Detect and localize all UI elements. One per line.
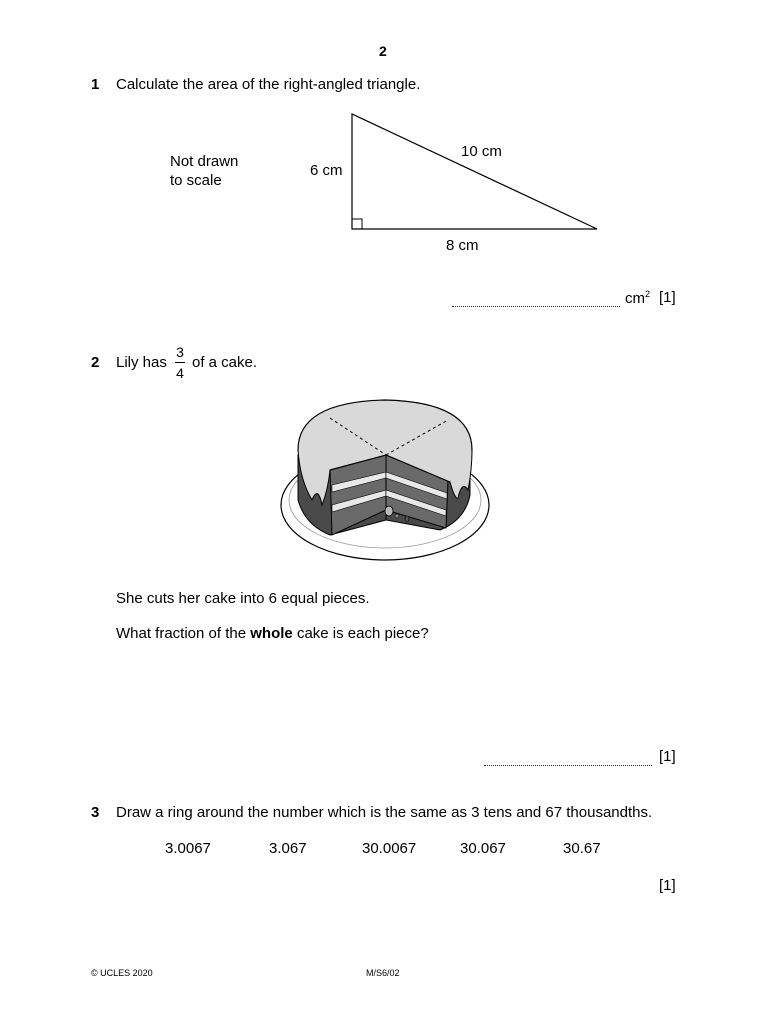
q3-option-3[interactable]: 30.0067 <box>362 840 417 857</box>
question-2-bold-word: whole <box>250 625 293 642</box>
q3-option-4[interactable]: 30.067 <box>460 840 506 857</box>
side-label-vertical: 6 cm <box>310 162 343 179</box>
page-number: 2 <box>379 43 387 59</box>
side-label-base: 8 cm <box>446 237 479 254</box>
q1-marks: [1] <box>659 289 676 306</box>
q2-marks: [1] <box>659 748 676 765</box>
question-2-question: What fraction of the whole cake is each piece? <box>116 625 429 642</box>
footer-code: M/S6/02 <box>366 968 400 978</box>
question-1-prompt: Calculate the area of the right-angled triangle. <box>116 76 421 93</box>
q3-marks: [1] <box>659 877 676 894</box>
cake-crumb-3 <box>405 516 409 522</box>
question-3-number: 3 <box>91 804 100 821</box>
fraction-denominator: 4 <box>176 365 184 381</box>
question-3-prompt: Draw a ring around the number which is the same as 3 tens and 67 thousandths. <box>116 804 653 821</box>
question-2-number: 2 <box>91 354 100 371</box>
not-to-scale-line-2: to scale <box>170 172 222 189</box>
q3-option-1[interactable]: 3.0067 <box>165 840 211 857</box>
side-label-hypotenuse: 10 cm <box>461 143 502 160</box>
q2-answer-line[interactable] <box>484 765 652 766</box>
q3-option-5[interactable]: 30.67 <box>563 840 601 857</box>
question-2-prompt-after: of a cake. <box>192 354 258 371</box>
question-1-number: 1 <box>91 76 100 93</box>
cake-crumb-1 <box>385 506 393 516</box>
question-2-prompt-before: Lily has <box>116 354 167 371</box>
fraction-numerator: 3 <box>176 344 184 360</box>
q3-option-2[interactable]: 3.067 <box>269 840 307 857</box>
cake-crumb-2 <box>395 514 399 518</box>
footer-copyright: © UCLES 2020 <box>91 968 153 978</box>
q1-unit: $cm^2$ <box>625 289 651 307</box>
not-to-scale-line-1: Not drawn <box>170 153 239 170</box>
question-2-statement: She cuts her cake into 6 equal pieces. <box>116 590 370 607</box>
